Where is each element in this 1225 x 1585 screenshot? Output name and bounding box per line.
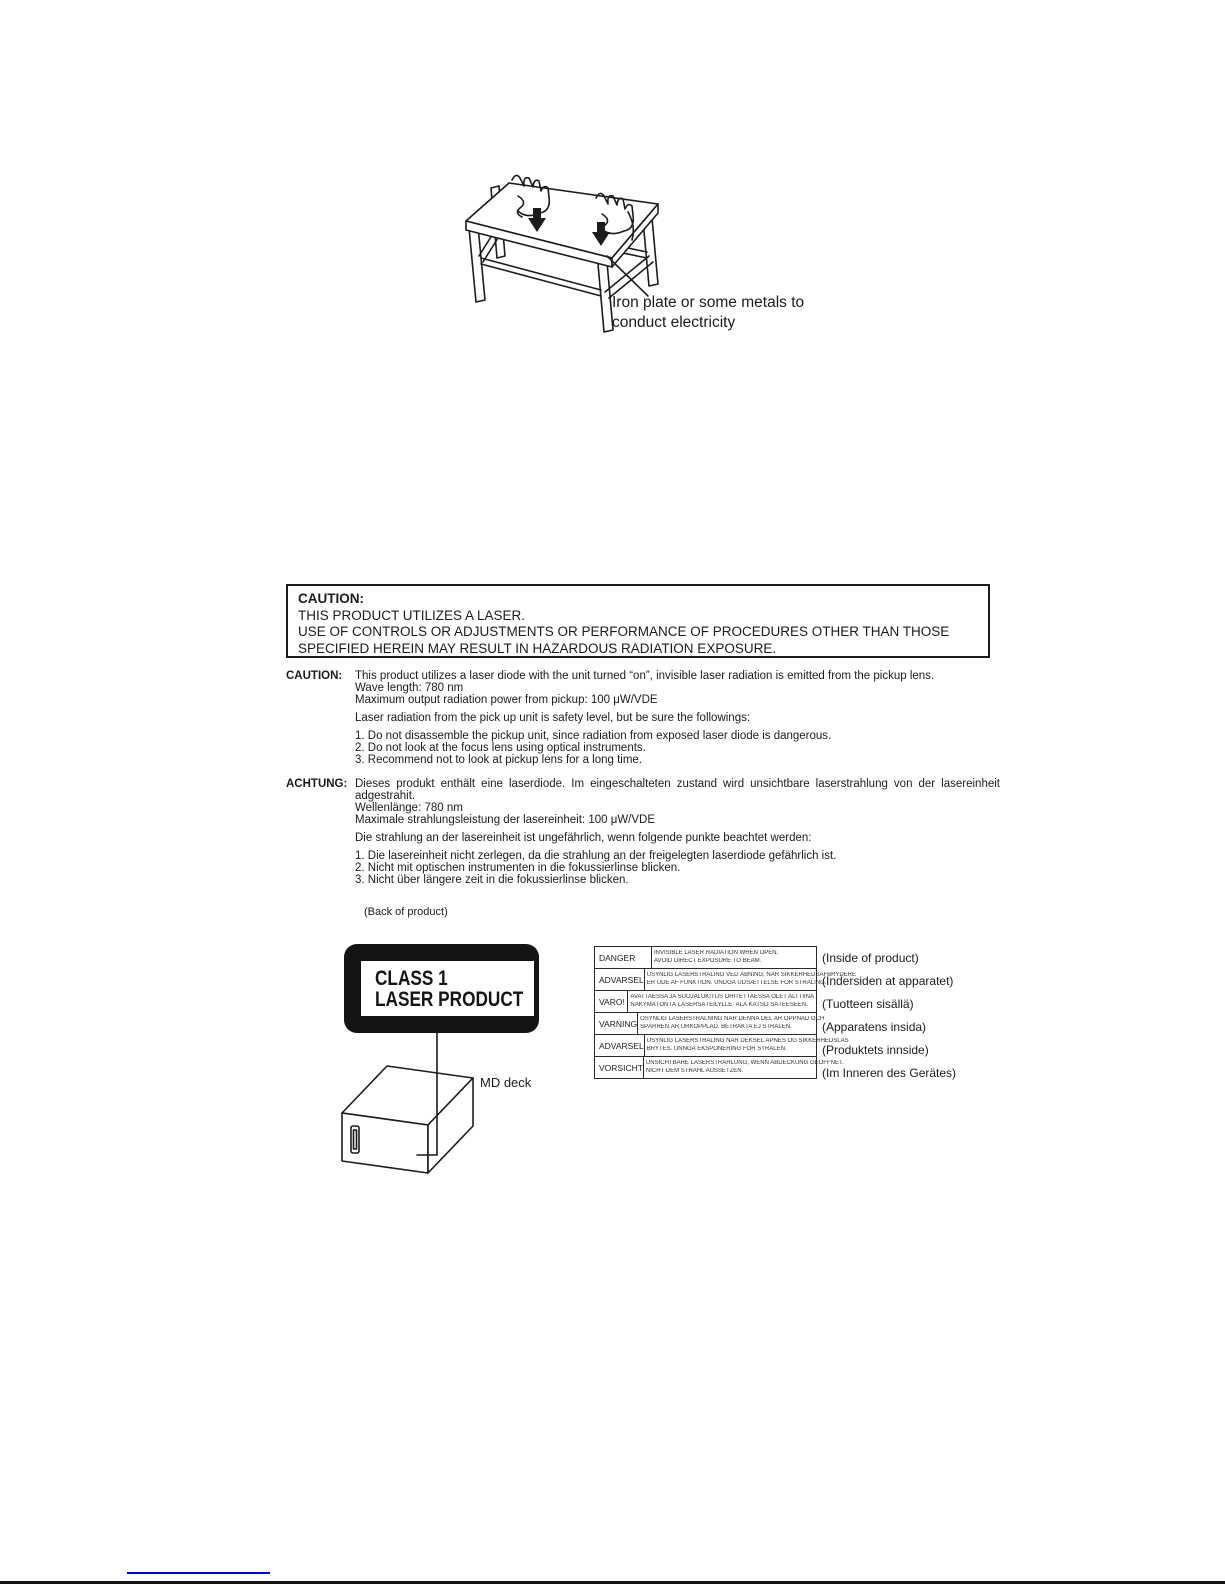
achtung-de-power: Maximale strahlungsleistung der lasereinheit: 100 μW/VDE <box>355 814 656 826</box>
table-row <box>595 990 816 1012</box>
caution-box-line2: USE OF CONTROLS OR ADJUSTMENTS OR PERFORMANCE OF PROCEDURES OTHER THAN THOSE <box>298 624 950 639</box>
caution-en-power: Maximum output radiation power from pickup: 100 μW/VDE <box>355 694 658 706</box>
page-bottom-rule <box>0 1581 1225 1584</box>
achtung-de-item: 1. Die lasereinheit nicht zerlegen, da die strahlung an der freigelegten laserdiode gefährlich ist. <box>355 850 837 862</box>
class1-line1: CLASS 1 <box>375 966 448 990</box>
achtung-de-intro-line1: Dieses produkt enthält eine laserdiode. Im eingeschalteten zustand wird unsichtbare laserstrahlung von der lasereinheit <box>355 778 1000 790</box>
warning-desc: USYNLIG LASERSTRÅLING NÄR DEKSEL ÅPNES OG SIKKERHEDSLÅS BRYTES. UNNGÅ EKSPONERING FOR STRÅLEN. <box>646 1038 849 1052</box>
caution-en-intro: This product utilizes a laser diode with the unit turned “on”, invisible laser radiation is emitted from the pickup lens. <box>355 670 935 682</box>
warning-desc: OSYNLIG LASERSTRÅLNING NÄR DENNA DEL ÄR ÖPPNAD OCH SPÄRREN ÄR URKOPPLAD. BETRAKTA EJ STRÅLEN. <box>640 1016 825 1030</box>
achtung-de-item: 2. Nicht mit optischen instrumenten in die fokussierlinse blicken. <box>355 862 681 874</box>
caution-box-line3: SPECIFIED HEREIN MAY RESULT IN HAZARDOUS RADIATION EXPOSURE. <box>298 640 777 656</box>
md-deck-caption: MD deck <box>480 1075 532 1090</box>
table-row <box>595 1056 844 1078</box>
location-label: (Tuotteen sisällä) <box>822 997 914 1011</box>
caution-en-safety: Laser radiation from the pick up unit is safety level, but be sure the followings: <box>355 712 751 724</box>
achtung-de-safety: Die strahlung an der lasereinheit ist ungefährlich, wenn folgende punkte beachtet werden: <box>355 832 812 844</box>
md-deck-illustration <box>330 1033 600 1195</box>
location-label: (Im Inneren des Gerätes) <box>822 1066 957 1080</box>
location-label: (Apparatens insida) <box>822 1020 927 1034</box>
achtung-de-body <box>355 778 1000 886</box>
warning-desc: USYNLIG LASERSTRÅLING VED ÅBNING, NÅR SIKKERHEDSAFBRYDERE ER UDE AF FUNKTION. UNDGÅ UDSÆTTELSE FOR STRÅLING. <box>646 972 857 986</box>
location-label: (Indersiden at apparatet) <box>822 974 954 988</box>
figure-caption-line2: conduct electricity <box>612 314 736 331</box>
achtung-de-intro-line2: adgestrahit. <box>355 790 416 802</box>
caution-en-label: CAUTION: <box>286 670 343 682</box>
table-row <box>595 1034 849 1056</box>
table-row <box>595 968 857 990</box>
warning-term: DANGER <box>595 947 652 968</box>
achtung-de-item: 3. Nicht über längere zeit in die fokussierlinse blicken. <box>355 874 629 886</box>
figure-caption <box>612 293 804 333</box>
figure-caption-line1: Iron plate or some metals to <box>612 294 805 311</box>
achtung-de-wavelength: Wellenlänge: 780 nm <box>355 802 463 814</box>
achtung-de-label: ACHTUNG: <box>286 778 348 790</box>
table-row <box>595 1012 825 1034</box>
location-labels <box>822 947 956 1085</box>
caution-en-item: 3. Recommend not to look at pickup lens for a long time. <box>355 754 643 766</box>
warning-desc: INVISIBLE LASER RADIATION WHEN OPEN. AVOID DIRECT EXPOSURE TO BEAM. <box>654 950 779 964</box>
back-of-product-caption: (Back of product) <box>364 906 448 918</box>
table-row <box>595 947 816 968</box>
class1-line2: LASER PRODUCT <box>375 987 524 1011</box>
warning-term: VARO! <box>595 991 628 1012</box>
caution-en-wavelength: Wave length: 780 nm <box>355 682 464 694</box>
caution-en-item: 1. Do not disassemble the pickup unit, since radiation from exposed laser diode is dangerous. <box>355 730 832 742</box>
caution-box <box>286 584 990 658</box>
location-label: (Inside of product) <box>822 951 919 965</box>
warning-term: VARNING <box>595 1013 638 1034</box>
caution-box-title: CAUTION: <box>298 591 364 606</box>
caution-box-line1: THIS PRODUCT UTILIZES A LASER. <box>298 607 526 623</box>
link-underline[interactable] <box>127 1572 270 1574</box>
warning-desc: UNSICHTBARE LASERSTRAHLUNG, WENN ABDECKUNG GEÖFFNET. NICHT DEM STRAHL AUSSETZEN. <box>645 1060 844 1074</box>
caution-en-body <box>355 670 1000 766</box>
laser-warning-table <box>594 946 857 1079</box>
location-label: (Produktets innside) <box>822 1043 929 1057</box>
md-deck-box <box>342 1066 473 1173</box>
warning-term: ADVARSEL <box>595 1035 645 1056</box>
warning-term: ADVARSEL <box>595 969 645 990</box>
warning-term: VORSICHT <box>595 1057 644 1078</box>
class1-laser-label-inner <box>359 959 536 1018</box>
class1-laser-label <box>344 944 539 1033</box>
warning-desc: AVATTAESSA JA SUOJALUKITUS OHITETTAESSA OLET ALTTIINA NÄKYMÄTÖNTÄ LASERSÄTEILYLLE. ÄLÄ KATSO SÄTEESEEN. <box>630 994 814 1008</box>
caution-en-item: 2. Do not look at the focus lens using optical instruments. <box>355 742 646 754</box>
